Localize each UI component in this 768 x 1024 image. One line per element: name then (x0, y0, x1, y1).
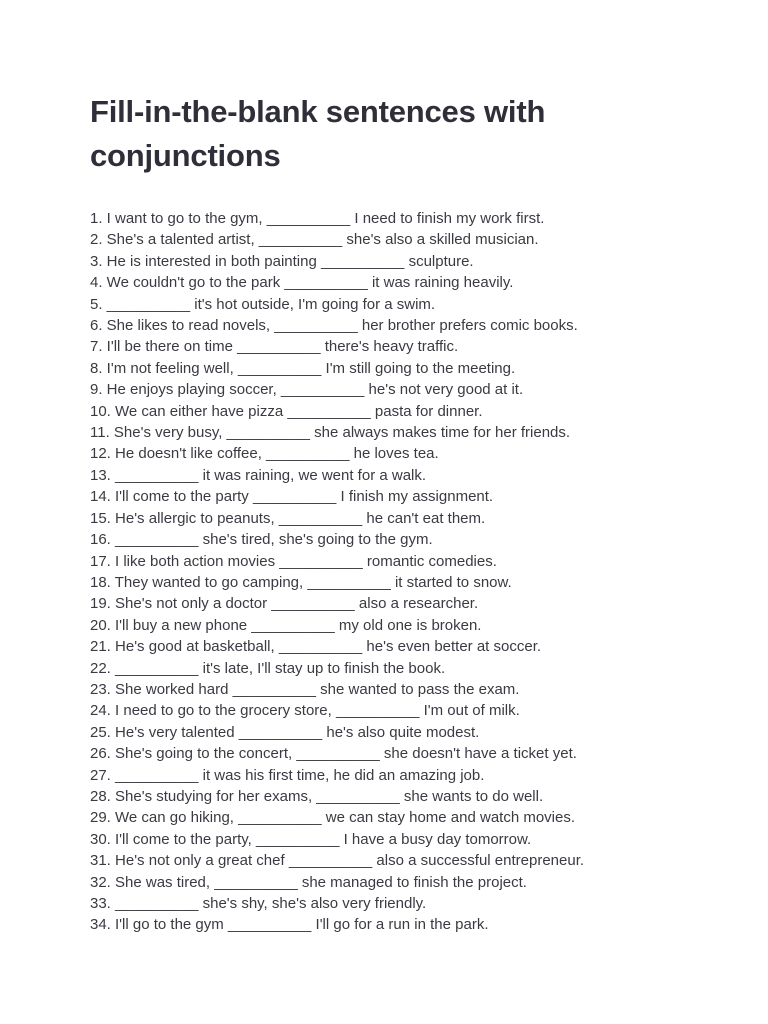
sentence-item: 13. __________ it was raining, we went for a walk. (90, 466, 427, 484)
sentence-item: 21. He's good at basketball, __________ he's even better at soccer. (90, 638, 542, 656)
sentence-item: 7. I'll be there on time __________ there's heavy traffic. (90, 338, 459, 356)
sentence-item: 15. He's allergic to peanuts, __________ he can't eat them. (90, 509, 486, 527)
title-line-1: Fill-in-the-blank sentences with (90, 94, 546, 129)
sentence-item: 8. I'm not feeling well, __________ I'm still going to the meeting. (90, 359, 516, 377)
sentence-item: 29. We can go hiking, __________ we can stay home and watch movies. (90, 809, 576, 827)
sentence-item: 24. I need to go to the grocery store, __________ I'm out of milk. (90, 702, 520, 720)
sentence-item: 14. I'll come to the party __________ I finish my assignment. (90, 488, 494, 506)
sentence-item: 28. She's studying for her exams, __________ she wants to do well. (90, 787, 544, 805)
sentence-item: 12. He doesn't like coffee, __________ he loves tea. (90, 445, 439, 463)
sentence-item: 33. __________ she's shy, she's also very friendly. (90, 895, 427, 912)
sentence-item: 19. She's not only a doctor __________ also a researcher. (90, 595, 479, 613)
sentence-item: 23. She worked hard __________ she wanted to pass the exam. (90, 680, 520, 698)
sentence-item: 26. She's going to the concert, __________ she doesn't have a ticket yet. (90, 745, 577, 763)
sentence-item: 18. They wanted to go camping, __________ it started to snow. (90, 573, 512, 591)
sentence-item: 4. We couldn't go to the park __________ it was raining heavily. (90, 274, 514, 292)
sentence-item: 6. She likes to read novels, __________ her brother prefers comic books. (90, 317, 578, 335)
page-title (90, 90, 730, 178)
sentence-list (90, 208, 730, 936)
sentence-item: 22. __________ it's late, I'll stay up to finish the book. (90, 659, 446, 677)
sentence-item: 34. I'll go to the gym __________ I'll go for a run in the park. (90, 916, 489, 934)
sentence-item: 27. __________ it was his first time, he did an amazing job. (90, 766, 485, 784)
sentence-item: 11. She's very busy, __________ she always makes time for her friends. (90, 424, 571, 442)
document-page (90, 90, 730, 936)
sentence-item: 32. She was tired, __________ she managed to finish the project. (90, 873, 527, 891)
sentence-item: 5. __________ it's hot outside, I'm going for a swim. (90, 295, 436, 313)
sentence-item: 3. He is interested in both painting __________ sculpture. (90, 252, 474, 270)
sentence-item: 2. She's a talented artist, __________ she's also a skilled musician. (90, 231, 539, 249)
sentence-item: 25. He's very talented __________ he's also quite modest. (90, 723, 480, 741)
sentence-item: 1. I want to go to the gym, __________ I need to finish my work first. (90, 210, 545, 227)
sentence-item: 16. __________ she's tired, she's going to the gym. (90, 531, 433, 549)
sentence-item: 30. I'll come to the party, __________ I have a busy day tomorrow. (90, 830, 532, 848)
sentence-item: 31. He's not only a great chef __________ also a successful entrepreneur. (90, 852, 585, 870)
sentence-item: 17. I like both action movies __________ romantic comedies. (90, 552, 497, 570)
sentence-item: 9. He enjoys playing soccer, __________ he's not very good at it. (90, 381, 524, 399)
title-line-2: conjunctions (90, 138, 281, 173)
sentence-item: 20. I'll buy a new phone __________ my old one is broken. (90, 616, 482, 634)
sentence-item: 10. We can either have pizza __________ pasta for dinner. (90, 402, 483, 420)
